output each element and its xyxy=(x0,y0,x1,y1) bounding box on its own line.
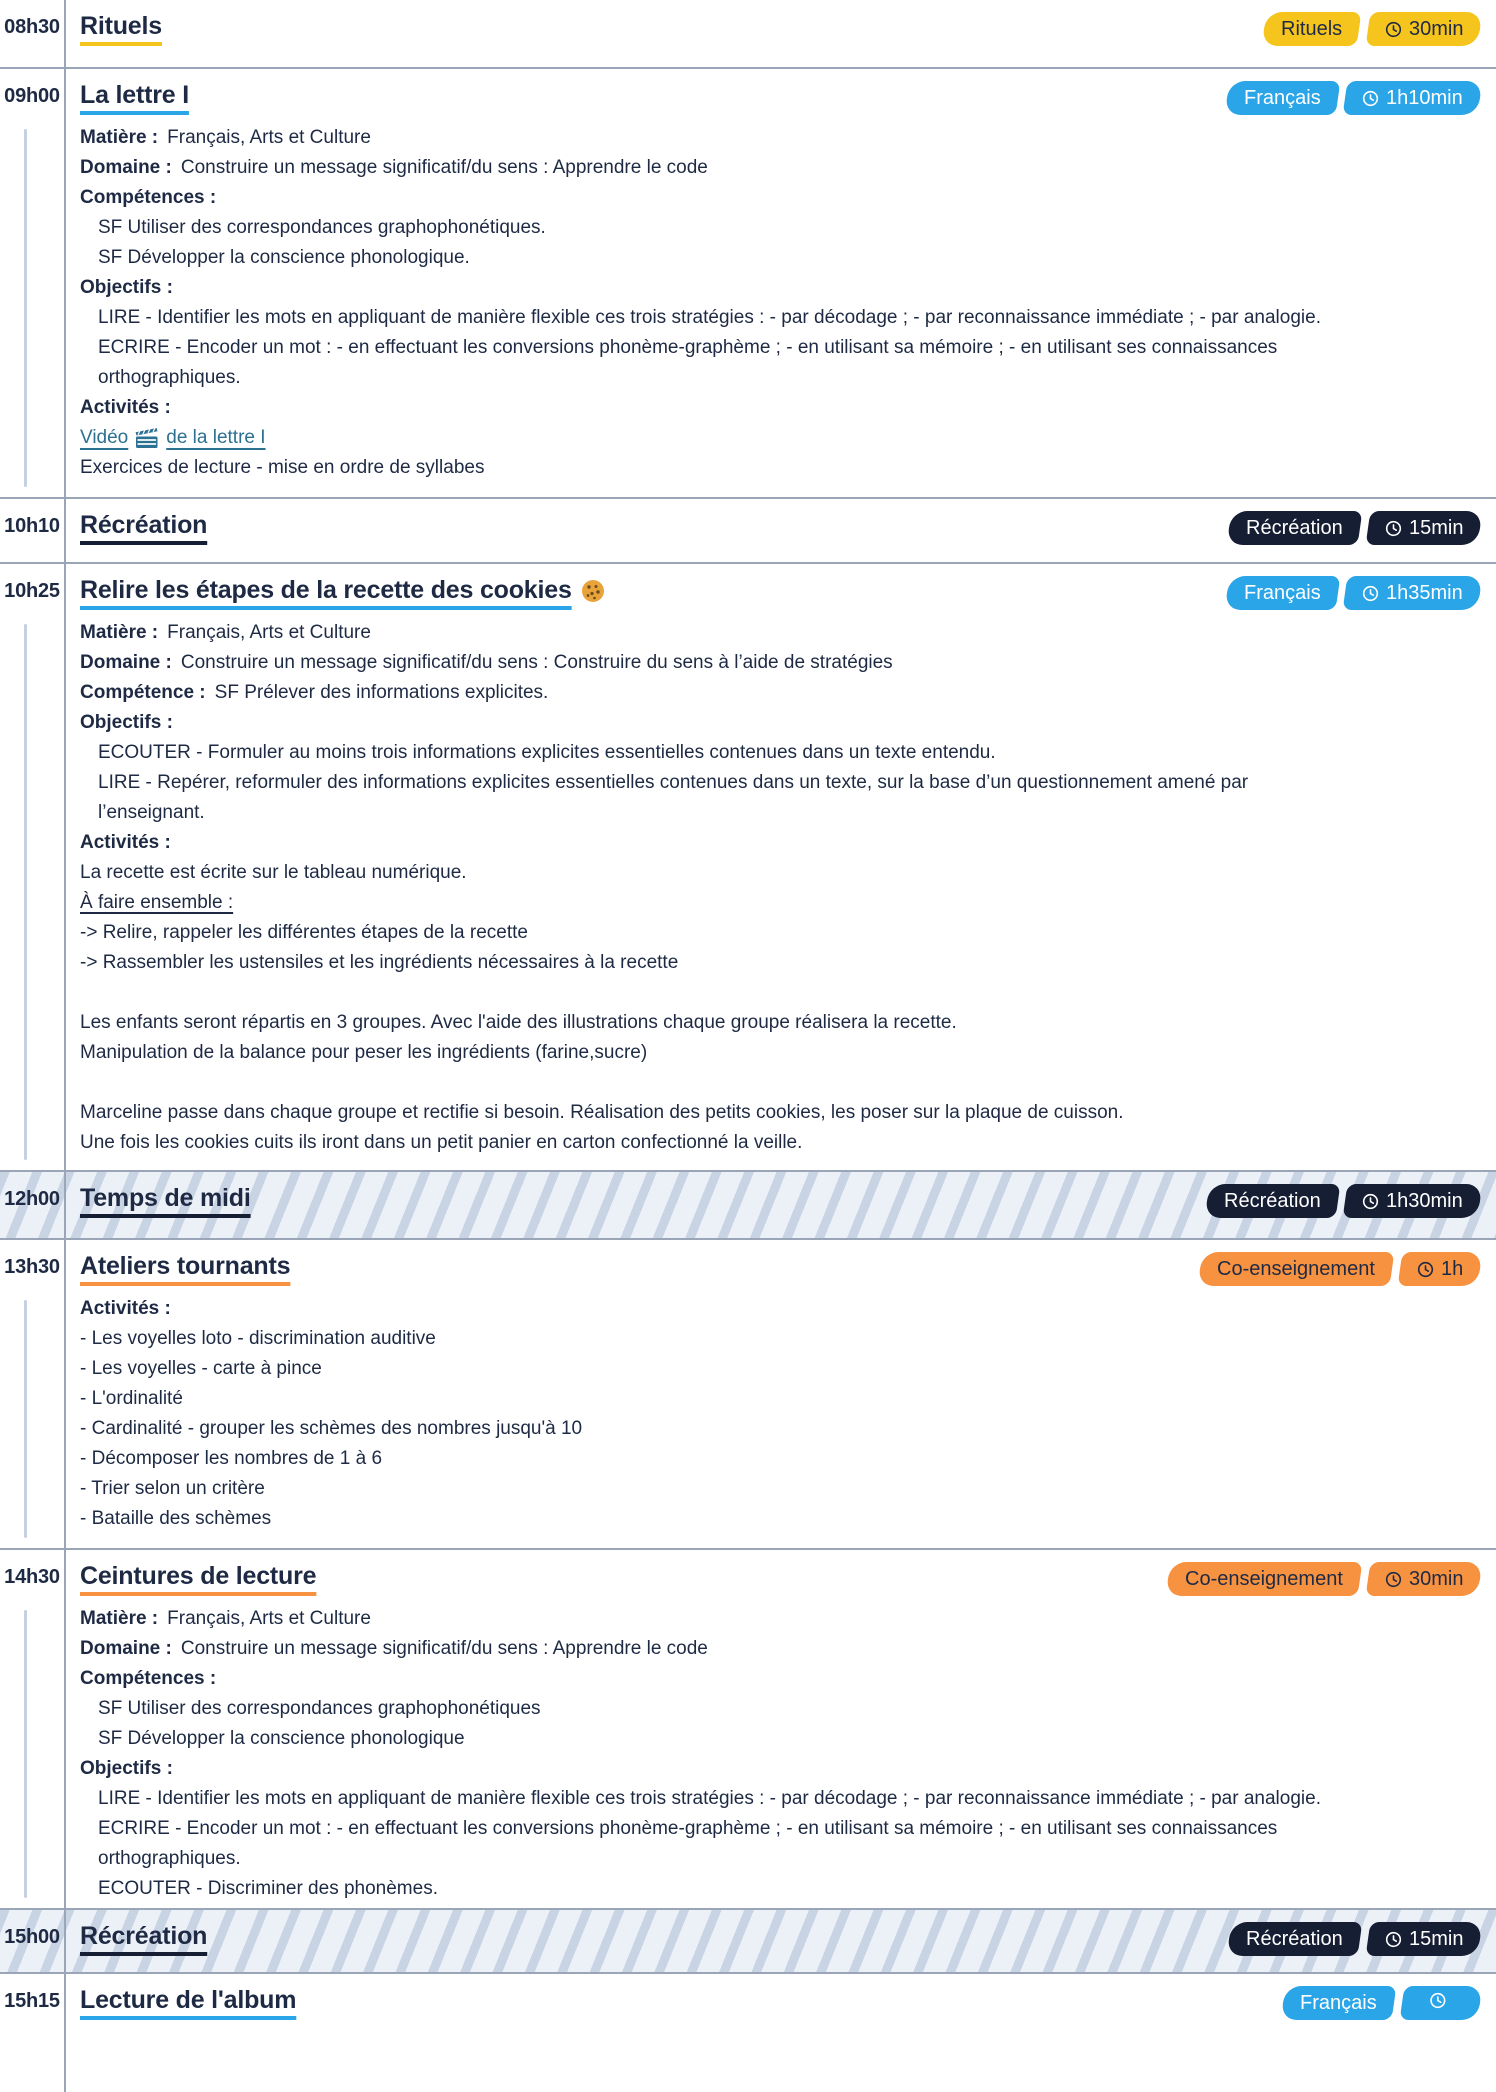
body-line xyxy=(80,948,1496,978)
clock-icon xyxy=(1385,1571,1402,1588)
event-content xyxy=(64,1550,1496,1908)
field-label: Objectifs : xyxy=(80,712,173,733)
body-text: Construire un message significatif/du sens : Construire du sens à l’aide de stratégies xyxy=(180,652,893,673)
schedule-row-10h25 xyxy=(0,562,1496,1170)
body-line xyxy=(80,243,1496,273)
event-header xyxy=(80,81,1496,117)
event-content xyxy=(64,69,1496,497)
body-line xyxy=(80,1874,1496,1904)
event-title[interactable]: Relire les étapes de la recette des cookies xyxy=(80,576,606,605)
duration-badge: 1h xyxy=(1397,1252,1482,1286)
badge-group xyxy=(1283,1986,1480,2020)
badge-group xyxy=(1200,1252,1480,1286)
body-line xyxy=(80,213,1496,243)
body-line xyxy=(80,1324,1496,1354)
body-line xyxy=(80,1414,1496,1444)
body-text: Français, Arts et Culture xyxy=(167,622,371,643)
body-line xyxy=(80,1444,1496,1474)
event-title[interactable]: La lettre I xyxy=(80,81,189,109)
body-line xyxy=(80,1504,1496,1534)
event-details xyxy=(80,1604,1496,1904)
body-line xyxy=(80,618,1496,648)
body-text: SF Développer la conscience phonologique. xyxy=(98,247,470,268)
event-content xyxy=(64,0,1496,67)
event-title[interactable]: Récréation xyxy=(80,511,208,539)
body-text: Marceline passe dans chaque groupe et rectifie si besoin. Réalisation des petits cookies, les poser sur la plaque de cuisson. xyxy=(80,1102,1124,1123)
body-line xyxy=(80,1814,1496,1844)
badge-group xyxy=(1207,1184,1480,1218)
body-line xyxy=(80,1098,1496,1128)
time-column xyxy=(0,499,64,562)
event-header xyxy=(80,511,1496,547)
event-content xyxy=(64,1172,1496,1238)
duration-indicator xyxy=(24,1300,27,1538)
body-text: Une fois les cookies cuits ils iront dans un petit panier en carton confectionné la veille. xyxy=(80,1132,803,1153)
body-text: SF Utiliser des correspondances graphophonétiques. xyxy=(98,217,546,238)
body-line xyxy=(80,273,1496,303)
event-details xyxy=(80,123,1496,483)
body-line xyxy=(80,1664,1496,1694)
body-line xyxy=(80,708,1496,738)
time-label: 14h30 xyxy=(4,1566,60,1588)
field-label: Objectifs : xyxy=(80,1758,173,1779)
body-line xyxy=(80,1128,1496,1158)
body-text: l’enseignant. xyxy=(98,802,205,823)
event-header xyxy=(80,576,1496,612)
field-label: Matière : xyxy=(80,127,159,148)
body-line xyxy=(80,768,1496,798)
field-label: Domaine : xyxy=(80,1638,172,1659)
body-line xyxy=(80,1784,1496,1814)
time-label: 12h00 xyxy=(4,1188,60,1210)
clock-icon xyxy=(1385,520,1402,537)
event-details xyxy=(80,1294,1496,1534)
body-text: LIRE - Identifier les mots en appliquant de manière flexible ces trois stratégies : - par décodage ; - par reconnaissance immédiate ; - par analogie. xyxy=(98,307,1321,328)
body-line xyxy=(80,1038,1496,1068)
badge-group xyxy=(1227,576,1480,610)
body-line xyxy=(80,153,1496,183)
body-text: - Bataille des schèmes xyxy=(80,1508,272,1529)
body-text: SF Utiliser des correspondances graphophonétiques xyxy=(98,1698,541,1719)
blank-line xyxy=(80,1068,1496,1098)
field-label: Domaine : xyxy=(80,652,172,673)
event-title[interactable]: Récréation xyxy=(80,1922,208,1950)
body-line xyxy=(80,1604,1496,1634)
event-content xyxy=(64,499,1496,562)
field-label: Matière : xyxy=(80,1608,159,1629)
duration-badge: 1h30min xyxy=(1343,1184,1482,1218)
body-text: Manipulation de la balance pour peser les ingrédients (farine,sucre) xyxy=(80,1042,648,1063)
body-text: La recette est écrite sur le tableau numérique. xyxy=(80,862,467,883)
body-text: - L'ordinalité xyxy=(80,1388,183,1409)
badge-group xyxy=(1264,12,1480,46)
body-text: Français, Arts et Culture xyxy=(167,1608,371,1629)
field-label: Compétences : xyxy=(80,187,217,208)
time-label: 10h25 xyxy=(4,580,60,602)
body-line xyxy=(80,363,1496,393)
body-text: LIRE - Repérer, reformuler des informations explicites essentielles contenues dans un texte, sur la base d’un questionnement amené par xyxy=(98,772,1249,793)
clock-icon xyxy=(1362,90,1379,107)
clock-icon xyxy=(1362,1193,1379,1210)
badge-group xyxy=(1229,1922,1480,1956)
event-title[interactable]: Temps de midi xyxy=(80,1184,251,1212)
duration-badge: 30min xyxy=(1365,1562,1482,1596)
body-text: - Trier selon un critère xyxy=(80,1478,265,1499)
body-line xyxy=(80,678,1496,708)
body-text: Français, Arts et Culture xyxy=(167,127,371,148)
duration-indicator xyxy=(24,129,27,487)
clapperboard-icon xyxy=(135,428,159,449)
category-badge: Récréation xyxy=(1226,1922,1361,1956)
body-line xyxy=(80,1724,1496,1754)
category-badge: Français xyxy=(1224,81,1339,115)
blank-line xyxy=(80,978,1496,1008)
event-title[interactable]: Ateliers tournants xyxy=(80,1252,291,1280)
schedule-row-08h30 xyxy=(0,0,1496,67)
time-label: 15h00 xyxy=(4,1926,60,1948)
event-header xyxy=(80,1252,1496,1288)
time-column xyxy=(0,1550,64,1908)
category-badge: Français xyxy=(1281,1986,1396,2020)
body-text: À faire ensemble : xyxy=(80,892,234,913)
body-line xyxy=(80,1294,1496,1324)
body-text: - Les voyelles - carte à pince xyxy=(80,1358,322,1379)
body-text: Exercices de lecture - mise en ordre de syllabes xyxy=(80,457,485,478)
activity-link[interactable]: Vidéo de la lettre I xyxy=(80,427,266,448)
body-line xyxy=(80,123,1496,153)
category-badge: Récréation xyxy=(1226,511,1361,545)
time-label: 08h30 xyxy=(4,16,60,38)
body-line xyxy=(80,1354,1496,1384)
time-label: 15h15 xyxy=(4,1990,60,2012)
schedule-row-12h00 xyxy=(0,1170,1496,1238)
duration-badge: 1h35min xyxy=(1343,576,1482,610)
body-line xyxy=(80,798,1496,828)
body-text: - Cardinalité - grouper les schèmes des nombres jusqu'à 10 xyxy=(80,1418,583,1439)
body-line xyxy=(80,1694,1496,1724)
clock-icon xyxy=(1417,1261,1434,1278)
body-line xyxy=(80,183,1496,213)
body-line xyxy=(80,1008,1496,1038)
event-header xyxy=(80,1184,1496,1220)
badge-group xyxy=(1168,1562,1480,1596)
body-text: -> Rassembler les ustensiles et les ingrédients nécessaires à la recette xyxy=(80,952,679,973)
time-column xyxy=(0,1910,64,1972)
field-label: Activités : xyxy=(80,397,171,418)
event-header xyxy=(80,1986,1496,2022)
category-badge: Récréation xyxy=(1204,1184,1339,1218)
time-column xyxy=(0,1974,64,2092)
duration-indicator xyxy=(24,1610,27,1898)
event-title[interactable]: Rituels xyxy=(80,12,162,40)
schedule-row-14h30 xyxy=(0,1548,1496,1908)
duration-indicator xyxy=(24,624,27,1160)
body-text: Construire un message significatif/du sens : Apprendre le code xyxy=(180,1638,708,1659)
body-line xyxy=(80,303,1496,333)
time-label: 13h30 xyxy=(4,1256,60,1278)
event-content xyxy=(64,1910,1496,1972)
body-text: LIRE - Identifier les mots en appliquant de manière flexible ces trois stratégies : - par décodage ; - par reconnaissance immédiate ; - par analogie. xyxy=(98,1788,1321,1809)
schedule-row-15h00 xyxy=(0,1908,1496,1972)
time-column xyxy=(0,0,64,67)
category-badge: Rituels xyxy=(1262,12,1362,46)
event-content xyxy=(64,564,1496,1170)
field-label: Activités : xyxy=(80,1298,171,1319)
event-header xyxy=(80,12,1496,48)
event-content xyxy=(64,1240,1496,1548)
schedule-row-13h30 xyxy=(0,1238,1496,1548)
body-line xyxy=(80,828,1496,858)
body-text: Les enfants seront répartis en 3 groupes. Avec l'aide des illustrations chaque groupe réalisera la recette. xyxy=(80,1012,957,1033)
time-column xyxy=(0,564,64,1170)
schedule-row-15h15 xyxy=(0,1972,1496,2092)
clock-icon xyxy=(1385,1931,1402,1948)
body-line xyxy=(80,648,1496,678)
event-header xyxy=(80,1922,1496,1958)
time-column xyxy=(0,69,64,497)
duration-badge: 15min xyxy=(1365,1922,1482,1956)
clock-icon xyxy=(1362,585,1379,602)
event-header xyxy=(80,1562,1496,1598)
body-text: orthographiques. xyxy=(98,367,241,388)
time-label: 10h10 xyxy=(4,515,60,537)
event-title[interactable]: Ceintures de lecture xyxy=(80,1562,317,1590)
body-text: Construire un message significatif/du sens : Apprendre le code xyxy=(180,157,708,178)
body-line xyxy=(80,738,1496,768)
duration-badge: 1h10min xyxy=(1343,81,1482,115)
body-line xyxy=(80,1384,1496,1414)
clock-icon xyxy=(1385,21,1402,38)
category-badge: Co-enseignement xyxy=(1165,1562,1362,1596)
body-line xyxy=(80,918,1496,948)
body-line xyxy=(80,453,1496,483)
body-text: - Décomposer les nombres de 1 à 6 xyxy=(80,1448,383,1469)
body-text: -> Relire, rappeler les différentes étapes de la recette xyxy=(80,922,528,943)
field-label: Activités : xyxy=(80,832,171,853)
duration-badge xyxy=(1400,1986,1483,2020)
field-label: Domaine : xyxy=(80,157,172,178)
body-line xyxy=(80,423,1496,453)
time-column xyxy=(0,1172,64,1238)
event-title[interactable]: Lecture de l'album xyxy=(80,1986,297,2014)
schedule-row-10h10 xyxy=(0,497,1496,562)
field-label: Compétences : xyxy=(80,1668,217,1689)
event-details xyxy=(80,618,1496,1158)
body-line xyxy=(80,1754,1496,1784)
body-line xyxy=(80,393,1496,423)
body-line xyxy=(80,333,1496,363)
clock-icon xyxy=(1429,1992,1446,2009)
duration-badge: 30min xyxy=(1365,12,1482,46)
body-line xyxy=(80,888,1496,918)
field-label: Objectifs : xyxy=(80,277,173,298)
body-text: orthographiques. xyxy=(98,1848,241,1869)
time-column xyxy=(0,1240,64,1548)
body-text: - Les voyelles loto - discrimination auditive xyxy=(80,1328,436,1349)
body-line xyxy=(80,1474,1496,1504)
duration-badge: 15min xyxy=(1365,511,1482,545)
cookie-icon xyxy=(580,578,606,604)
schedule-row-09h00 xyxy=(0,67,1496,497)
body-line xyxy=(80,1844,1496,1874)
body-text: SF Développer la conscience phonologique xyxy=(98,1728,465,1749)
body-text: SF Prélever des informations explicites. xyxy=(214,682,549,703)
body-text: ECRIRE - Encoder un mot : - en effectuant les conversions phonème-graphème ; - en utilisant sa mémoire ; - en utilisant ses connaissances xyxy=(98,337,1278,358)
field-label: Compétence : xyxy=(80,682,206,703)
event-content xyxy=(64,1974,1496,2092)
badge-group xyxy=(1229,511,1480,545)
body-line xyxy=(80,858,1496,888)
category-badge: Co-enseignement xyxy=(1197,1252,1394,1286)
body-text: ECRIRE - Encoder un mot : - en effectuant les conversions phonème-graphème ; - en utilisant sa mémoire ; - en utilisant ses connaissances xyxy=(98,1818,1278,1839)
body-text: ECOUTER - Discriminer des phonèmes. xyxy=(98,1878,438,1899)
field-label: Matière : xyxy=(80,622,159,643)
body-line xyxy=(80,1634,1496,1664)
badge-group xyxy=(1227,81,1480,115)
category-badge: Français xyxy=(1224,576,1339,610)
body-text: ECOUTER - Formuler au moins trois informations explicites essentielles contenues dans un texte entendu. xyxy=(98,742,996,763)
time-label: 09h00 xyxy=(4,85,60,107)
